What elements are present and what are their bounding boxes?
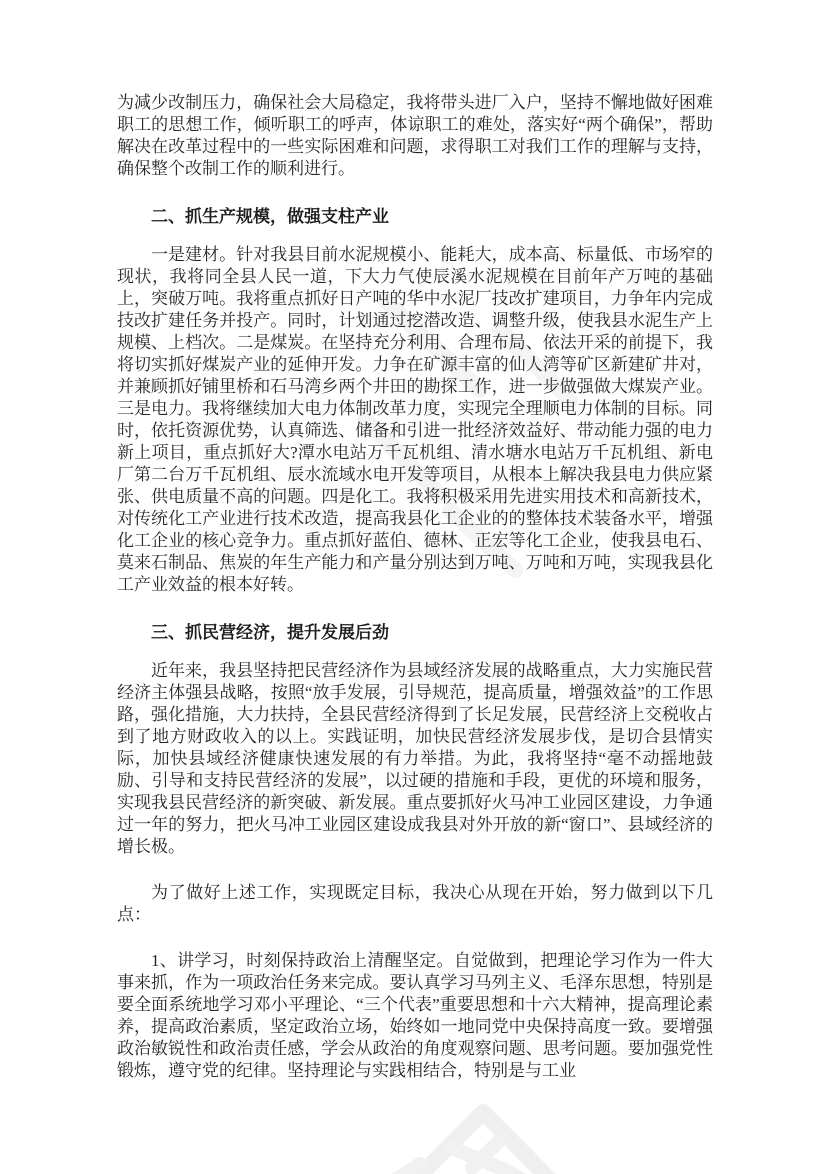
document-content (117, 92, 713, 1106)
section-heading-production-scale: 二、抓生产规模，做强支柱产业 (151, 207, 389, 226)
paragraph-point-1-study: 1、讲学习，时刻保持政治上清醒坚定。自觉做到，把理论学习作为一件大事来抓，作为一项政治任务来完成。要认真学习马列主义、毛泽东思想，特别是要全面系统地学习邓小平理论、“三个代表”重要思想和十六大精神，提高理论素养，提高政治素质，坚定政治立场，始终如一地同党中央保持高度一致。要增强政治敏锐性和政治责任感，学会从政治的角度观察问题、思考问题。要加强党性锻炼，遵守党的纪律。坚持理论与实践相结合，特别是与工业 (117, 951, 713, 1080)
paragraph-private-economy: 近年来，我县坚持把民营经济作为县域经济发展的战略重点，大力实施民营经济主体强县战略，按照“放手发展，引导规范，提高质量，增强效益”的工作思路，强化措施，大力扶持，全县民营经济得到了长足发展，民营经济上交税收占到了地方财政收入的以上。实践证明，加快民营经济发展步伐，是切合县情实际，加快县域经济健康快速发展的有力举措。为此，我将坚持“毫不动摇地鼓励、引导和支持民营经济的发展”，以过硬的措施和手段，更优的环境和服务，实现我县民营经济的新突破、新发展。重点要抓好火马冲工业园区建设，力争通过一年的努力，把火马冲工业园区建设成我县对外开放的新“窗口”、县域经济的增长极。 (117, 661, 713, 856)
paragraph-pillar-industries: 一是建材。针对我县目前水泥规模小、能耗大，成本高、标量低、市场窄的现状，我将同全县人民一道，下大力气使辰溪水泥规模在目前年产万吨的基础上，突破万吨。我将重点抓好日产吨的华中水泥厂技改扩建项目，力争年内完成技改扩建任务并投产。同时，计划通过挖潜改造、调整升级，使我县水泥生产上规模、上档次。二是煤炭。在坚持充分利用、合理布局、依法开采的前提下，我将切实抓好煤炭产业的延伸开发。力争在矿源丰富的仙人湾等矿区新建矿井对，并兼顾抓好铺里桥和石马湾乡两个井田的勘探工作，进一步做强做大煤炭产业。三是电力。我将继续加大电力体制改革力度，实现完全理顺电力体制的目标。同时，依托资源优势，认真筛选、储备和引进一批经济效益好、带动能力强的电力新上项目，重点抓好大?潭水电站万千瓦机组、清水塘水电站万千瓦机组、新电厂第二台万千瓦机组、辰水流域水电开发等项目，从根本上解决我县电力供应紧张、供电质量不高的问题。四是化工。我将积极采用先进实用技术和高新技术，对传统化工产业进行技术改造，提高我县化工企业的的整体技术装备水平，增强化工企业的核心竞争力。重点抓好蓝伯、德林、正宏等化工企业，使我县电石、莫来石制品、焦炭的年生产能力和产量分别达到万吨、万吨和万吨，实现我县化工产业效益的根本好转。 (117, 245, 713, 594)
paragraph-goals-intro: 为了做好上述工作，实现既定目标，我决心从现在开始，努力做到以下几点： (117, 883, 713, 924)
section-heading-private-economy: 三、抓民营经济，提升发展后劲 (151, 623, 389, 642)
paragraph-reform-pressure: 为减少改制压力，确保社会大局稳定，我将带头进厂入户，坚持不懈地做好困难职工的思想工作，倾听职工的呼声，体谅职工的难处，落实好“两个确保”，帮助解决在改革过程中的一些实际困难和问题，求得职工对我们工作的理解与支持，确保整个改制工作的顺利进行。 (117, 93, 713, 178)
